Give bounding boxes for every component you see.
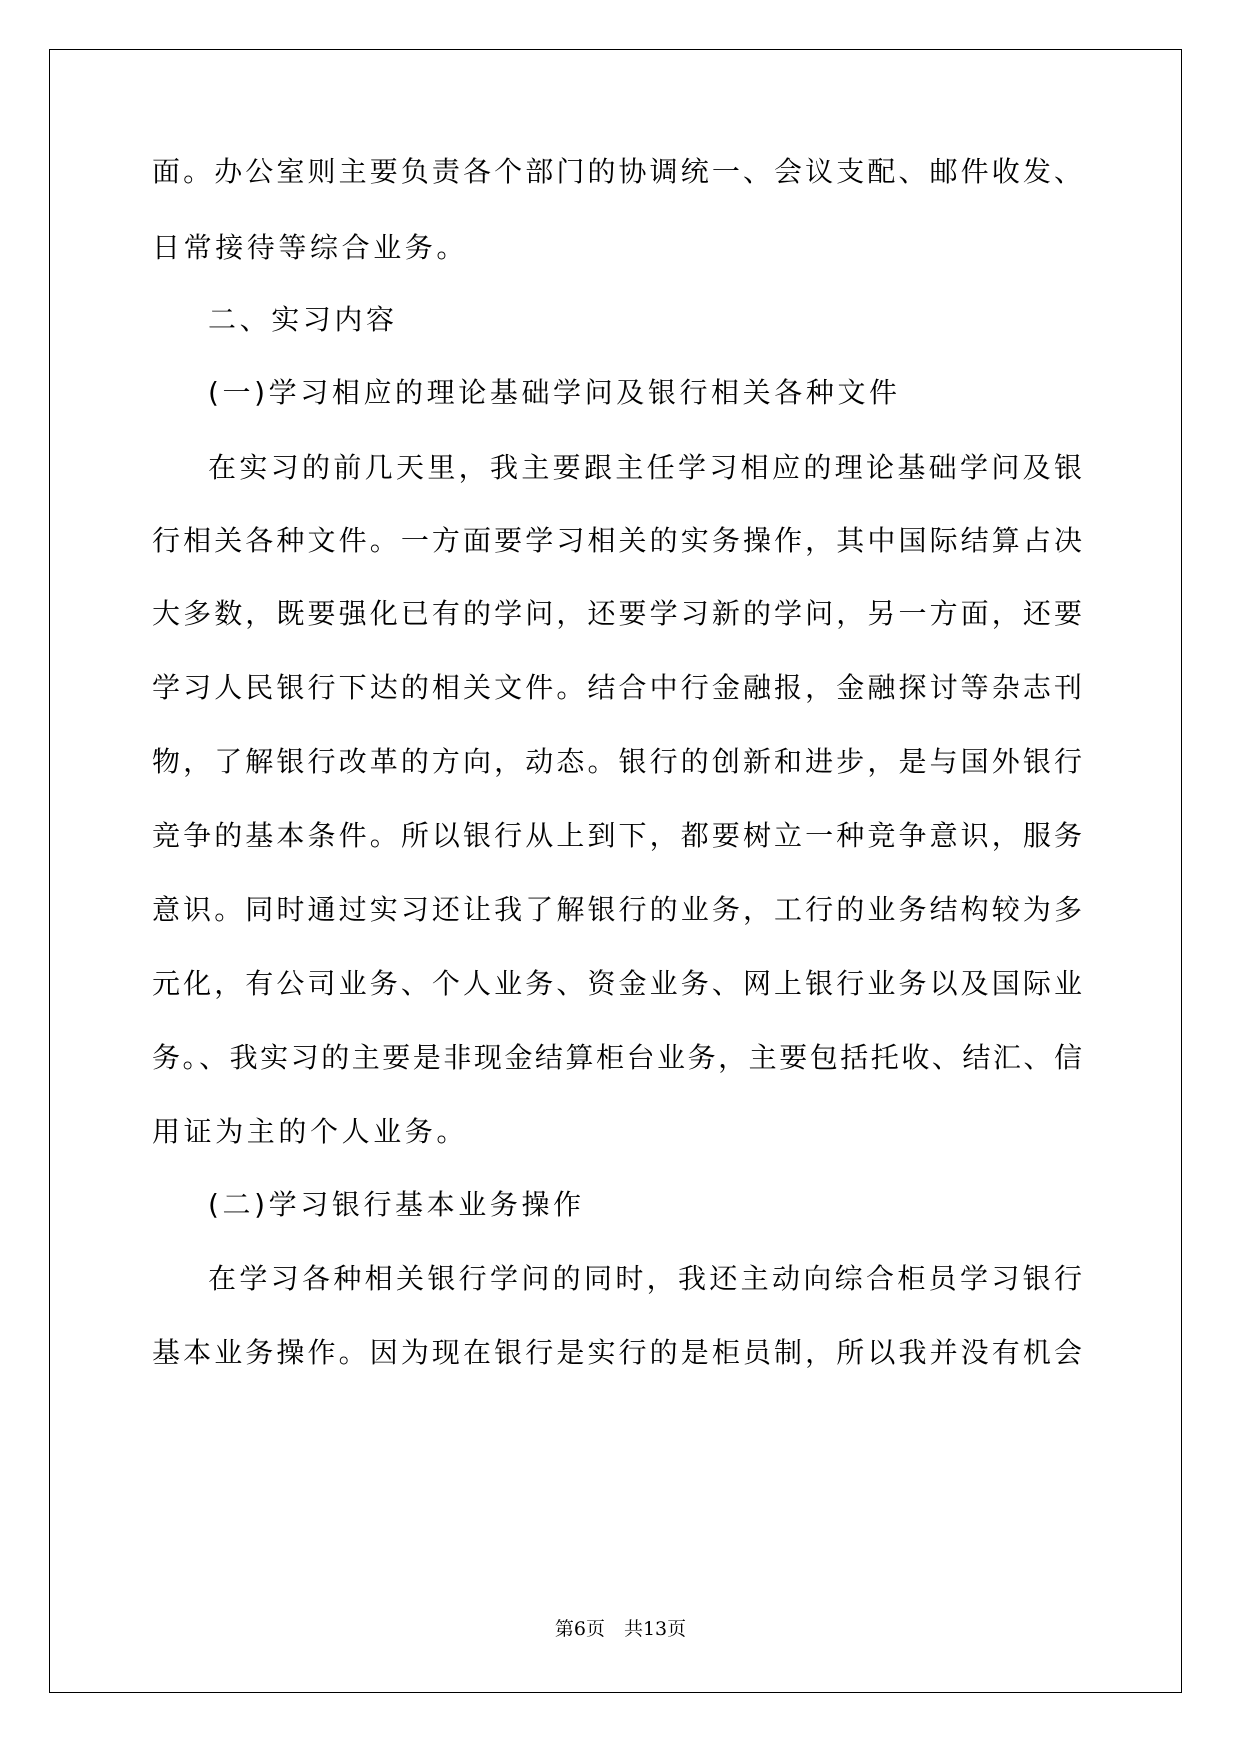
body-line: 用证为主的个人业务。: [152, 1115, 469, 1148]
section-heading: 二、实习内容: [208, 303, 398, 336]
body-line: 在学习各种相关银行学问的同时，我还主动向综合柜员学习银行: [208, 1262, 1082, 1295]
body-line: 大多数，既要强化已有的学问，还要学习新的学问，另一方面，还要: [152, 597, 1082, 630]
body-line: 意识。同时通过实习还让我了解银行的业务，工行的业务结构较为多: [152, 893, 1082, 926]
body-line: 基本业务操作。因为现在银行是实行的是柜员制，所以我并没有机会: [152, 1336, 1082, 1369]
body-line: 行相关各种文件。一方面要学习相关的实务操作，其中国际结算占决: [152, 524, 1082, 557]
body-line: 元化，有公司业务、个人业务、资金业务、网上银行业务以及国际业: [152, 967, 1082, 1000]
subsection-heading: (一)学习相应的理论基础学问及银行相关各种文件: [208, 376, 901, 409]
body-line: 面。办公室则主要负责各个部门的协调统一、会议支配、邮件收发、: [152, 155, 1082, 188]
body-line: 竞争的基本条件。所以银行从上到下，都要树立一种竞争意识，服务: [152, 819, 1082, 852]
page-border: [49, 49, 1182, 1693]
body-line: 日常接待等综合业务。: [152, 231, 469, 264]
page-footer: 第6页 共13页: [554, 1618, 687, 1640]
body-line: 物，了解银行改革的方向，动态。银行的创新和进步，是与国外银行: [152, 745, 1082, 778]
body-line: 在实习的前几天里，我主要跟主任学习相应的理论基础学问及银: [208, 451, 1082, 484]
body-line: 学习人民银行下达的相关文件。结合中行金融报，金融探讨等杂志刊: [152, 671, 1082, 704]
body-line: 务。、我实习的主要是非现金结算柜台业务，主要包括托收、结汇、信: [152, 1041, 1082, 1074]
subsection-heading: (二)学习银行基本业务操作: [208, 1188, 585, 1221]
